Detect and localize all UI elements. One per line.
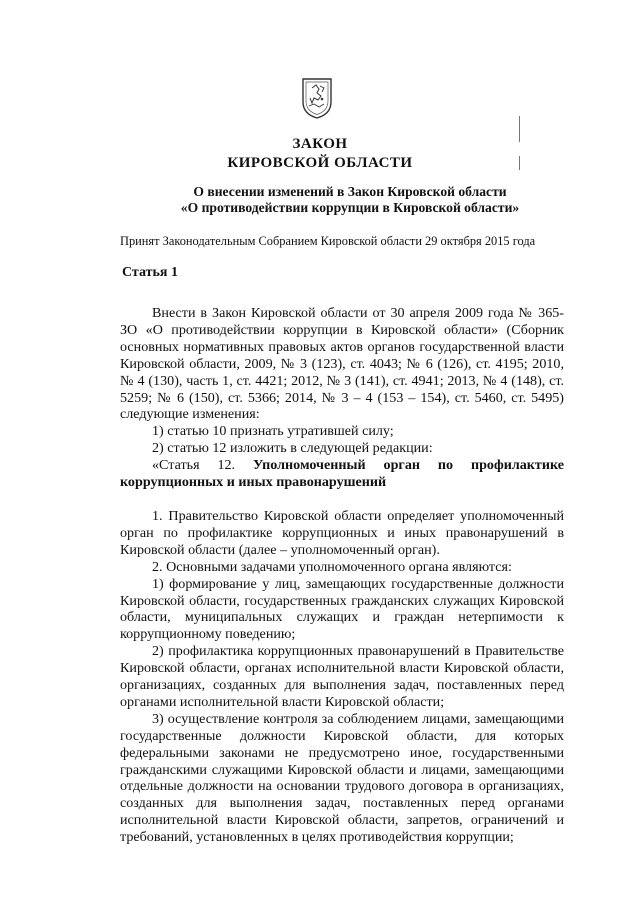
article12-heading	[120, 457, 564, 491]
kirov-oblast-coat-of-arms-icon	[300, 76, 334, 120]
article-body	[120, 305, 564, 846]
law-subtitle-line2: «О противодействии коррупции в Кировской области»	[180, 200, 520, 215]
paragraph: 2) профилактика коррупционных правонарушений в Правительстве Кировской области, органах исполнительной власти Кировской области, организациях, созданных для выполнения задач, поставленных перед органами исполнительной власти Кировской области;	[120, 643, 564, 710]
amendment-item: 1) статью 10 признать утратившей силу;	[152, 423, 394, 440]
law-subtitle-line1: О внесении изменений в Закон Кировской области	[193, 184, 507, 199]
law-title-line2: КИРОВСКОЙ ОБЛАСТИ	[227, 155, 413, 171]
article12-lead: «Статья 12.	[152, 457, 236, 474]
adoption-date: Принят Законодательным Собранием Кировской области 29 октября 2015 года	[120, 234, 536, 248]
paragraph: 3) осуществление контроля за соблюдением лицами, замещающими государственные должности Кировской области, для которых федеральными законами не предусмотрено иное, государственными гражданскими служащими Кировской области и лицами, замещающими отдельные должности на основании трудового договора в организациях, созданных для выполнения задач, поставленных перед органами исполнительной власти Кировской области, запретов, ограничений и требований, установленных в целях противодействия коррупции;	[120, 710, 564, 846]
article-intro: Внести в Закон Кировской области от 30 апреля 2009 года № 365-ЗО «О противодействии коррупции в Кировской области» (Сборник основных нормативных правовых актов органов государственной власти Кировской области, 2009, № 3 (123), ст. 4043; № 6 (126), ст. 4195; 2010, № 4 (130), часть 1, ст. 4421; 2012, № 3 (141), ст. 4941; 2013, № 4 (148), ст. 5259; № 6 (150), ст. 5366; 2014, № 3 – 4 (153 – 154), ст. 5460, ст. 5495) следующие изменения:	[120, 305, 564, 423]
article-heading: Статья 1	[122, 265, 178, 280]
paragraph: 1) формирование у лиц, замещающих государственные должности Кировской области, государственных гражданских служащих Кировской области, муниципальных служащих и граждан нетерпимости к коррупционному поведению;	[120, 575, 564, 643]
amendment-item: 2) статью 12 изложить в следующей редакции:	[152, 440, 433, 457]
article12-title: Уполномоченный орган по профилактике коррупционных и иных правонарушений	[120, 457, 564, 491]
paragraph: 1. Правительство Кировской области определяет уполномоченный орган по профилактике коррупционных и иных правонарушений в Кировской области (далее – уполномоченный орган).	[120, 507, 564, 558]
paragraph: 2. Основными задачами уполномоченного органа являются:	[152, 558, 512, 575]
law-title-line1: ЗАКОН	[292, 136, 348, 152]
